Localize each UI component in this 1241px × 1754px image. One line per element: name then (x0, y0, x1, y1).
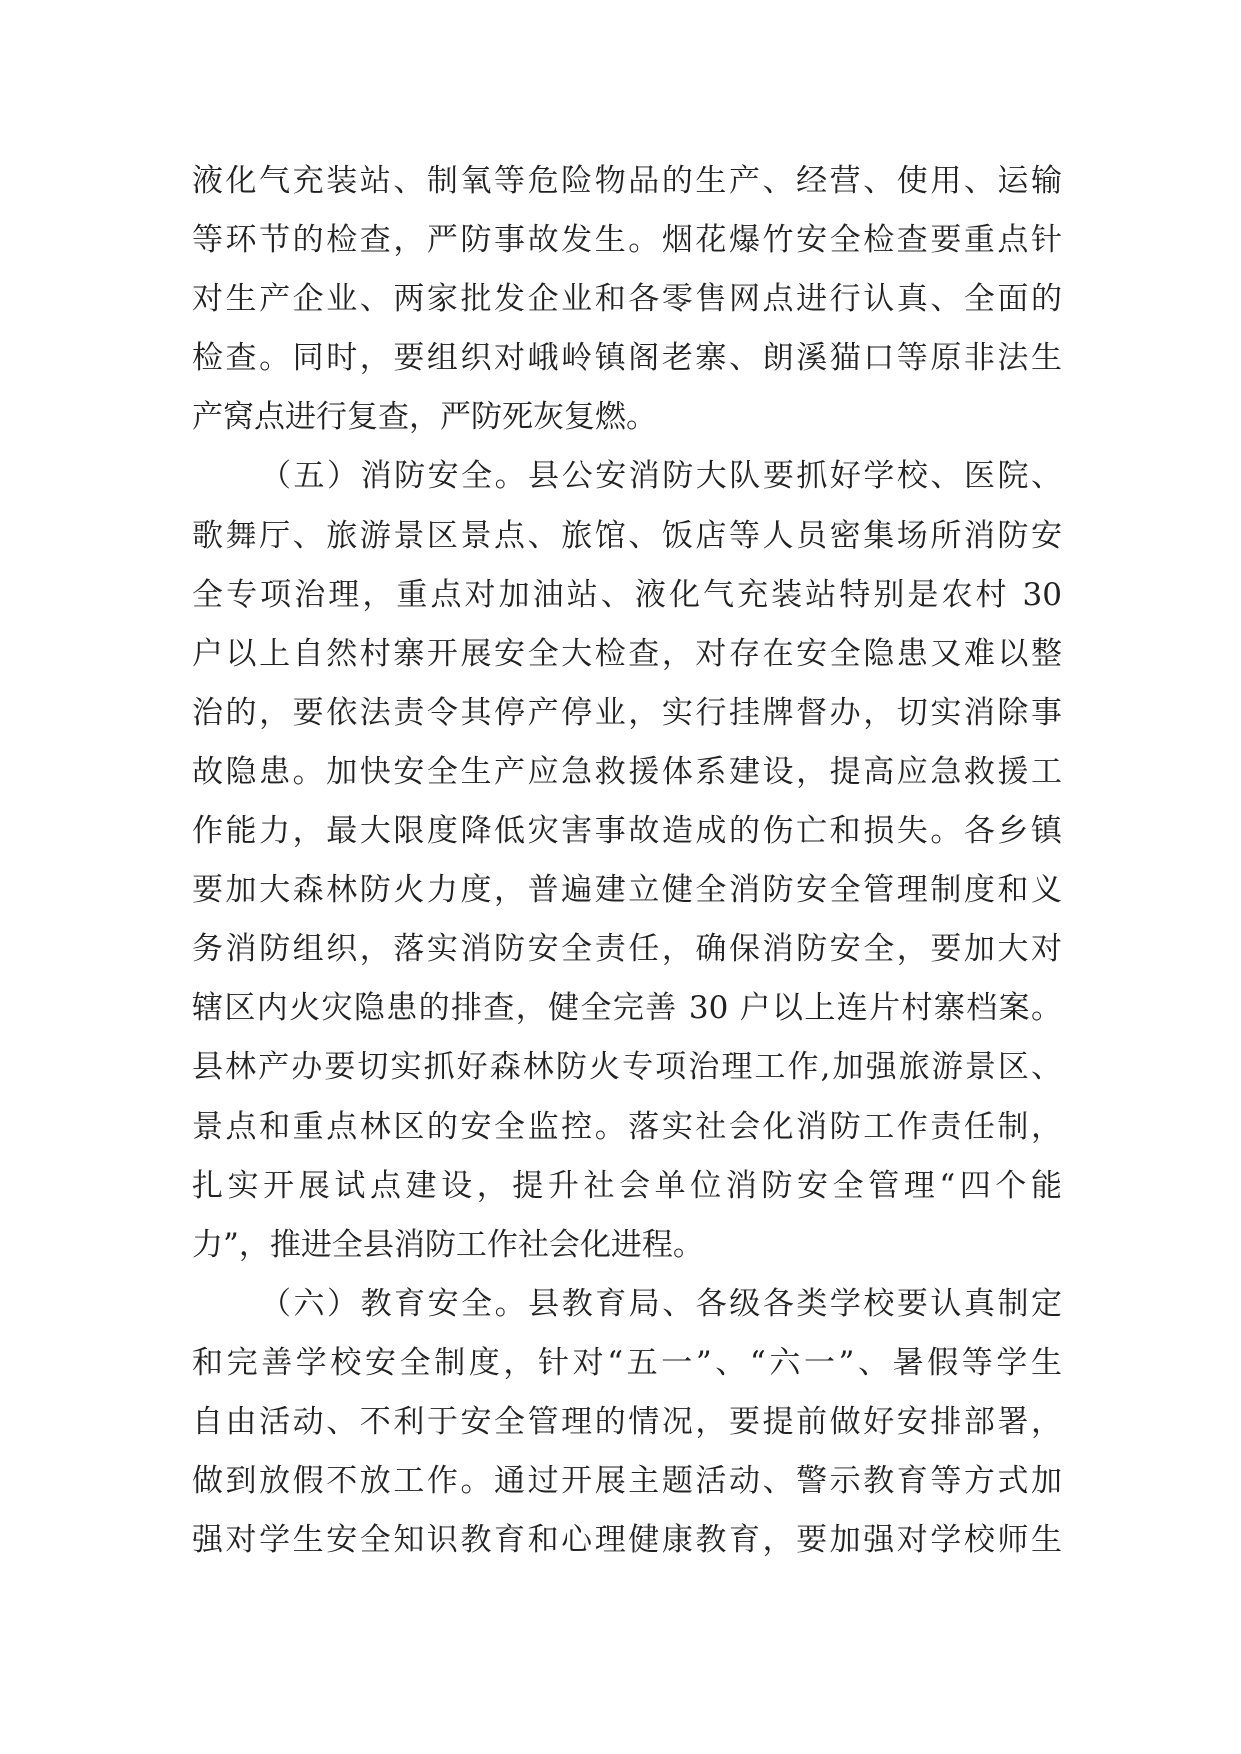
document-body (192, 152, 1062, 1570)
text-line: 歌舞厅、旅游景区景点、旅馆、饭店等人员密集场所消防安 (192, 517, 1062, 554)
text-line: 务消防组织，落实消防安全责任，确保消防安全，要加大对 (192, 931, 1062, 968)
text-line: 检查。同时，要组织对峨岭镇阁老寨、朗溪猫口等原非法生 (192, 340, 1062, 377)
text-line: 景点和重点林区的安全监控。落实社会化消防工作责任制， (192, 1108, 1062, 1145)
text-line: 全专项治理，重点对加油站、液化气充装站特别是农村 30 (192, 576, 1062, 613)
text-line: 对生产企业、两家批发企业和各零售网点进行认真、全面的 (192, 281, 1062, 318)
section-heading-line: （五）消防安全。县公安消防大队要抓好学校、医院、 (260, 458, 1062, 495)
text-line: 故隐患。加快安全生产应急救援体系建设，提高应急救援工 (192, 753, 1062, 790)
text-line: 作能力，最大限度降低灾害事故造成的伤亡和损失。各乡镇 (192, 813, 1062, 850)
text-line: 产窝点进行复查，严防死灰复燃。 (192, 399, 657, 436)
text-line: 扎实开展试点建设，提升社会单位消防安全管理“四个能 (192, 1167, 1062, 1204)
text-line: 液化气充装站、制氧等危险物品的生产、经营、使用、运输 (192, 163, 1062, 199)
text-line: 做到放假不放工作。通过开展主题活动、警示教育等方式加 (192, 1463, 1062, 1500)
text-line: 要加大森林防火力度，普遍建立健全消防安全管理制度和义 (192, 872, 1062, 909)
text-line: 县林产办要切实抓好森林防火专项治理工作,加强旅游景区、 (192, 1049, 1062, 1086)
text-line: 辖区内火灾隐患的排查，健全完善 30 户以上连片村寨档案。 (192, 990, 1062, 1027)
text-line: 和完善学校安全制度，针对“五一”、“六一”、暑假等学生 (192, 1344, 1062, 1381)
text-line: 等环节的检查，严防事故发生。烟花爆竹安全检查要重点针 (192, 222, 1062, 259)
text-line: 户以上自然村寨开展安全大检查，对存在安全隐患又难以整 (192, 635, 1062, 672)
text-line: 自由活动、不利于安全管理的情况，要提前做好安排部署， (192, 1403, 1062, 1440)
text-line: 力”，推进全县消防工作社会化进程。 (192, 1226, 704, 1263)
text-line: 治的，要依法责令其停产停业，实行挂牌督办，切实消除事 (192, 694, 1062, 731)
text-line: 强对学生安全知识教育和心理健康教育，要加强对学校师生 (192, 1522, 1062, 1559)
section-heading-line: （六）教育安全。县教育局、各级各类学校要认真制定 (260, 1285, 1062, 1322)
